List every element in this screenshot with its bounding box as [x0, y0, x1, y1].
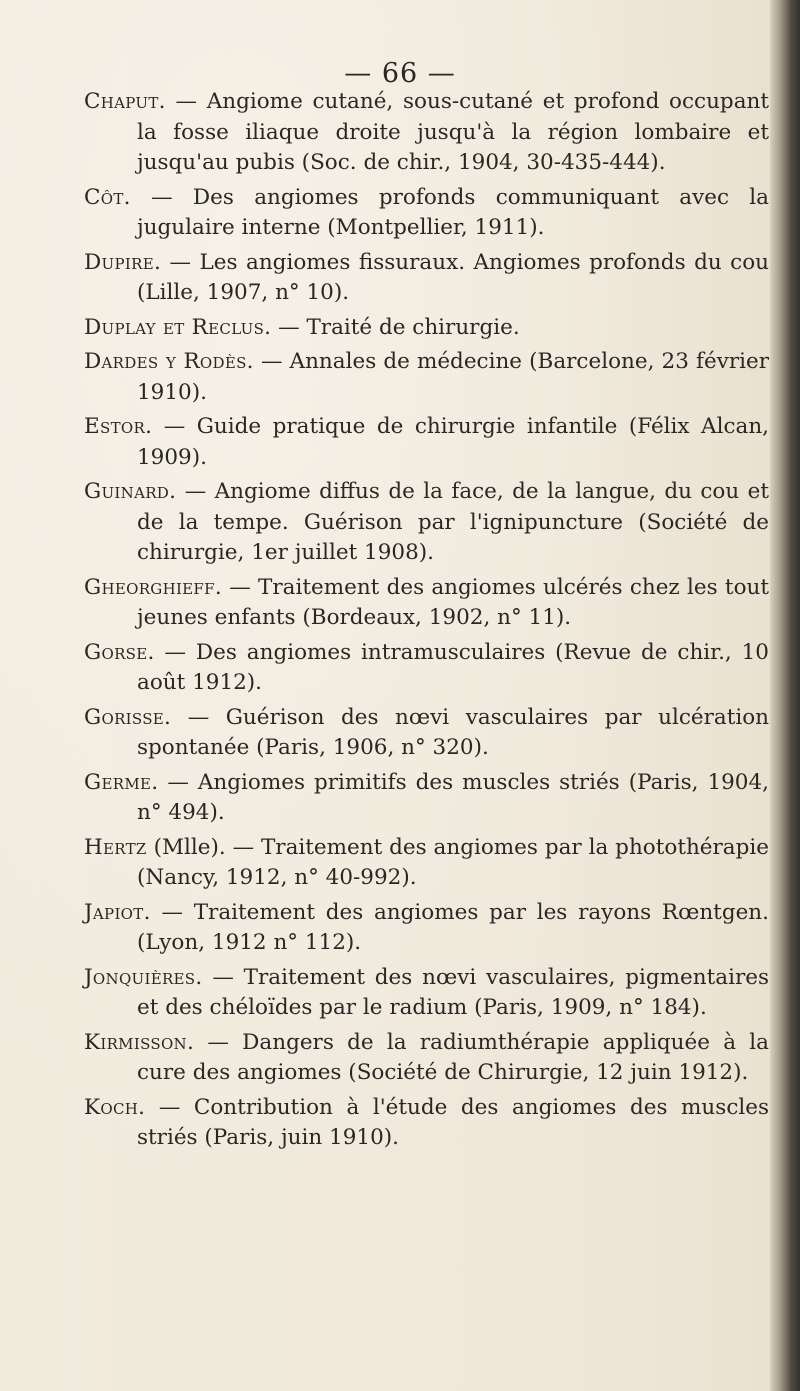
bibliography-entry [84, 963, 769, 1024]
entry-text: — Annales de médecine (Barcelone, 23 février 1910). [137, 349, 769, 405]
bibliography-entry [84, 1028, 769, 1089]
entry-text: — Angiomes primitifs des muscles striés (Paris, 1904, n° 494). [137, 769, 769, 825]
entry-text: (Mlle). — Traitement des angiomes par la photothérapie (Nancy, 1912, n° 40-992). [137, 834, 769, 890]
entry-author: Duplay et Reclus. [84, 314, 272, 340]
entry-author: Gheorghieff. [84, 574, 222, 600]
entry-text: — Traitement des angiomes par les rayons Rœntgen. (Lyon, 1912 n° 112). [137, 899, 769, 955]
bibliography-entry [84, 412, 769, 473]
bibliography-entry [84, 248, 769, 309]
bibliography-entry [84, 703, 769, 764]
page-number: — 66 — [344, 58, 456, 89]
bibliography-entry [84, 898, 769, 959]
entry-author: Germe. [84, 769, 159, 795]
entry-author: Dardes y Rodès. [84, 349, 254, 374]
entry-author: Gorisse. [84, 704, 172, 730]
entry-author: Hertz [84, 834, 147, 860]
entry-author: Gorse. [84, 639, 155, 665]
entry-text: — Contribution à l'étude des angiomes des muscles striés (Paris, juin 1910). [137, 1094, 769, 1150]
bibliography-entry [84, 833, 769, 894]
entry-text: — Angiome cutané, sous-cutané et profond occupant la fosse iliaque droite jusqu'à la région lombaire et jusqu'au pubis (Soc. de chir., 1904, 30-435-444). [137, 89, 769, 175]
entry-text: — Guérison des nœvi vasculaires par ulcération spontanée (Paris, 1906, n° 320). [137, 704, 769, 760]
entry-author: Chaput. [84, 89, 166, 114]
entry-text: — Angiome diffus de la face, de la langue, du cou et de la tempe. Guérison par l'ignipuncture (Société de chirurgie, 1er juillet 1908). [137, 479, 769, 565]
entry-author: Jonquières. [84, 964, 203, 990]
bibliography-entry [84, 768, 769, 829]
entry-author: Estor. [84, 414, 153, 439]
entry-author: Koch. [84, 1094, 146, 1120]
entry-text: — Traité de chirurgie. [271, 314, 520, 340]
bibliography-list [84, 87, 769, 1158]
entry-text: — Traitement des angiomes ulcérés chez les tout jeunes enfants (Bordeaux, 1902, n° 11). [137, 574, 769, 630]
bibliography-entry [84, 313, 769, 344]
bibliography-entry [84, 347, 769, 408]
entry-text: — Dangers de la radiumthérapie appliquée à la cure des angiomes (Société de Chirurgie, 12 juin 1912). [137, 1029, 769, 1085]
entry-text: — Des angiomes profonds communiquant avec la jugulaire interne (Montpellier, 1911). [130, 184, 769, 240]
entry-text: — Traitement des nœvi vasculaires, pigmentaires et des chéloïdes par le radium (Paris, 1909, n° 184). [137, 964, 769, 1020]
bibliography-entry [84, 1093, 769, 1154]
entry-text: — Guide pratique de chirurgie infantile (Félix Alcan, 1909). [137, 414, 769, 470]
bibliography-entry [84, 477, 769, 569]
bibliography-entry [84, 183, 769, 244]
entry-author: Kirmisson. [84, 1029, 195, 1055]
page-edge-shadow [770, 0, 800, 1391]
bibliography-entry [84, 573, 769, 634]
entry-text: — Des angiomes intramusculaires (Revue de chir., 10 août 1912). [137, 639, 769, 695]
entry-author: Japiot. [84, 899, 151, 925]
entry-author: Côt. [84, 184, 131, 210]
entry-author: Dupire. [84, 249, 162, 275]
entry-author: Guinard. [84, 479, 177, 504]
bibliography-entry [84, 87, 769, 179]
bibliography-entry [84, 638, 769, 699]
entry-text: — Les angiomes fissuraux. Angiomes profonds du cou (Lille, 1907, n° 10). [137, 249, 769, 305]
